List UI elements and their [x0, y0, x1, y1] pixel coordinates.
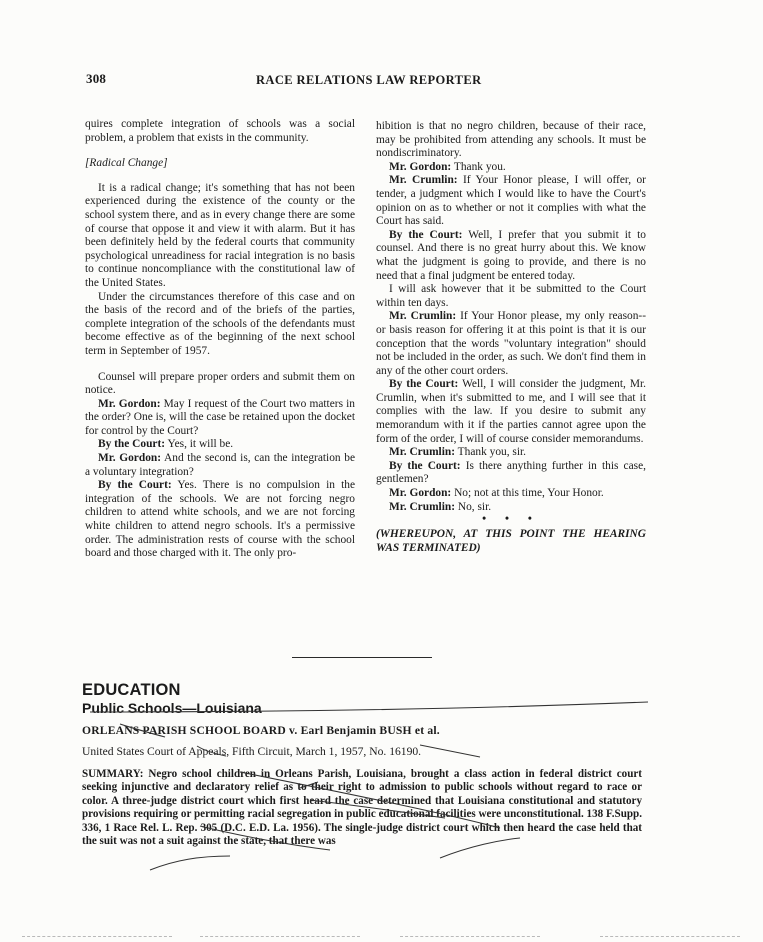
- dialogue-line: [376, 446, 646, 460]
- speech: Thank you.: [451, 160, 506, 173]
- dialogue-line: [376, 501, 646, 515]
- dialogue-line: [85, 438, 355, 452]
- dialogue-line: [85, 452, 355, 479]
- section-divider: [292, 657, 432, 658]
- paragraph: Counsel will prepare proper orders and submit them on notice.: [85, 370, 355, 397]
- case-summary: [82, 768, 642, 848]
- speaker: Mr. Gordon:: [98, 452, 162, 465]
- speech: No, sir.: [455, 500, 492, 513]
- summary-label: SUMMARY:: [82, 768, 144, 780]
- speech: Is there anything further in this case, gentlemen?: [376, 459, 646, 486]
- section-title: EDUCATION: [82, 681, 181, 699]
- running-title: RACE RELATIONS LAW REPORTER: [256, 73, 482, 87]
- dialogue-line: [85, 479, 355, 561]
- speaker: Mr. Crumlin:: [389, 174, 458, 187]
- speaker: By the Court:: [389, 459, 461, 472]
- scan-edge: [22, 936, 172, 937]
- summary-text: Negro school children in Orleans Parish, Louisiana, brought a class action in federal district court seeking injunctive and declaratory relief as to their right to admission to public schools without regard to race or color. A three-judge district court which first heard the case determined that Louisiana constitutional and statutory provisions requiring or permitting racial segregation in public educational facilities were unconstitutional. 138 F.Supp. 336, 1 Race Rel. L. Rep. 305 (D.C. E.D. La. 1956). The single-judge district court which then heard the case held that the suit was not a suit against the state, that there was: [82, 768, 642, 848]
- speech: And the second is, can the integration be a voluntary integration?: [85, 452, 355, 478]
- speaker: Mr. Gordon:: [98, 397, 161, 410]
- right-column: [376, 120, 646, 555]
- dialogue-line: [376, 378, 646, 446]
- scan-edge: [400, 936, 540, 937]
- pen-stroke: [420, 745, 480, 757]
- speech: No; not at this time, Your Honor.: [451, 487, 604, 500]
- paragraph: Under the circumstances therefore of this case and on the basis of the record and of the briefs of the parties, complete integration of the schools of the defendants must become effective as of the beginning of the next school term in September of 1957.: [85, 290, 355, 357]
- speech: If Your Honor please, my only reason--or basis reason for offering it at this point is that it is our conception that the words "voluntary integration" should not be included in the order, as such. We don't find them in any of the other court orders.: [376, 310, 646, 377]
- speech: Yes, it will be.: [165, 438, 234, 451]
- scan-edge: [600, 936, 740, 937]
- dialogue-line: [376, 161, 646, 175]
- speaker: Mr. Crumlin:: [389, 500, 456, 513]
- pen-stroke: [150, 856, 230, 870]
- dialogue-line: [376, 229, 646, 283]
- speech: Yes. There is no compulsion in the integration of the schools. We are not forcing negro children to attend white schools, and we are not forcing white children to attend negro schools. It's a permissive order. The administration rests of course with the school board and those charged with it. The only pro-: [85, 479, 356, 560]
- speaker: By the Court:: [98, 479, 172, 492]
- dialogue-line: [376, 174, 646, 228]
- speaker: Mr. Crumlin:: [389, 310, 457, 323]
- speaker: Mr. Crumlin:: [389, 446, 456, 459]
- paragraph: It is a radical change; it's something that has not been experienced during the existence of the county or the school system there, and as in every change there are some of course that oppose it and view it with alarm. But it has been definitely held by the federal courts that community psychological unreadiness for racial integration is no basis to continue noncompliance with the constitutional law of the United States.: [85, 181, 355, 289]
- speech: May I request of the Court two matters in the order? One is, will the case be retained upon the docket for control by the Court?: [85, 397, 355, 437]
- speaker: By the Court:: [389, 228, 463, 241]
- section-subtitle: Public Schools—Louisiana: [82, 700, 262, 716]
- dialogue-line: [376, 460, 646, 487]
- paragraph: I will ask however that it be submitted to the Court within ten days.: [376, 283, 646, 309]
- left-column: [85, 118, 355, 561]
- closing-note: (WHEREUPON, AT THIS POINT THE HEARING WAS TERMINATED): [376, 528, 646, 554]
- speaker: By the Court:: [389, 378, 459, 391]
- speech: If Your Honor please, I will offer, or tender, a judgment which I would like to have the Court's opinion on as to whether or not it complies with what the Court has said.: [376, 174, 646, 228]
- speaker: Mr. Gordon:: [389, 487, 452, 500]
- dialogue-line: [85, 398, 355, 439]
- speaker: Mr. Gordon:: [389, 160, 452, 173]
- paragraph: hibition is that no negro children, because of their race, may be prohibited from attending any schools. It must be nondiscriminatory.: [376, 120, 646, 160]
- speaker: By the Court:: [98, 438, 166, 451]
- speech: Well, I prefer that you submit it to counsel. And there is no great hurry about this. We know what the judgment is going to provide, and there is no need that a final judgment be entered today.: [376, 228, 647, 282]
- section-heading: [Radical Change]: [85, 157, 168, 170]
- speech: Thank you, sir.: [455, 446, 527, 459]
- ellipsis-dots: • • •: [482, 513, 540, 526]
- dialogue-line: [376, 310, 646, 378]
- paragraph: quires complete integration of schools was a social problem, a problem that exists in the community.: [85, 118, 355, 144]
- scan-edge: [200, 936, 360, 937]
- court-line: United States Court of Appeals, Fifth Circuit, March 1, 1957, No. 16190.: [82, 745, 422, 758]
- dialogue-line: [376, 487, 646, 501]
- page-number: 308: [86, 71, 107, 86]
- case-title: ORLEANS PARISH SCHOOL BOARD v. Earl Benjamin BUSH et al.: [82, 724, 440, 737]
- speech: Well, I will consider the judgment, Mr. Crumlin, when it's submitted to me, and I will see that it complies with the law. If you desire to submit any memorandum with it if the parties cannot agree upon the form of the order, I will of course consider memorandums.: [376, 378, 646, 445]
